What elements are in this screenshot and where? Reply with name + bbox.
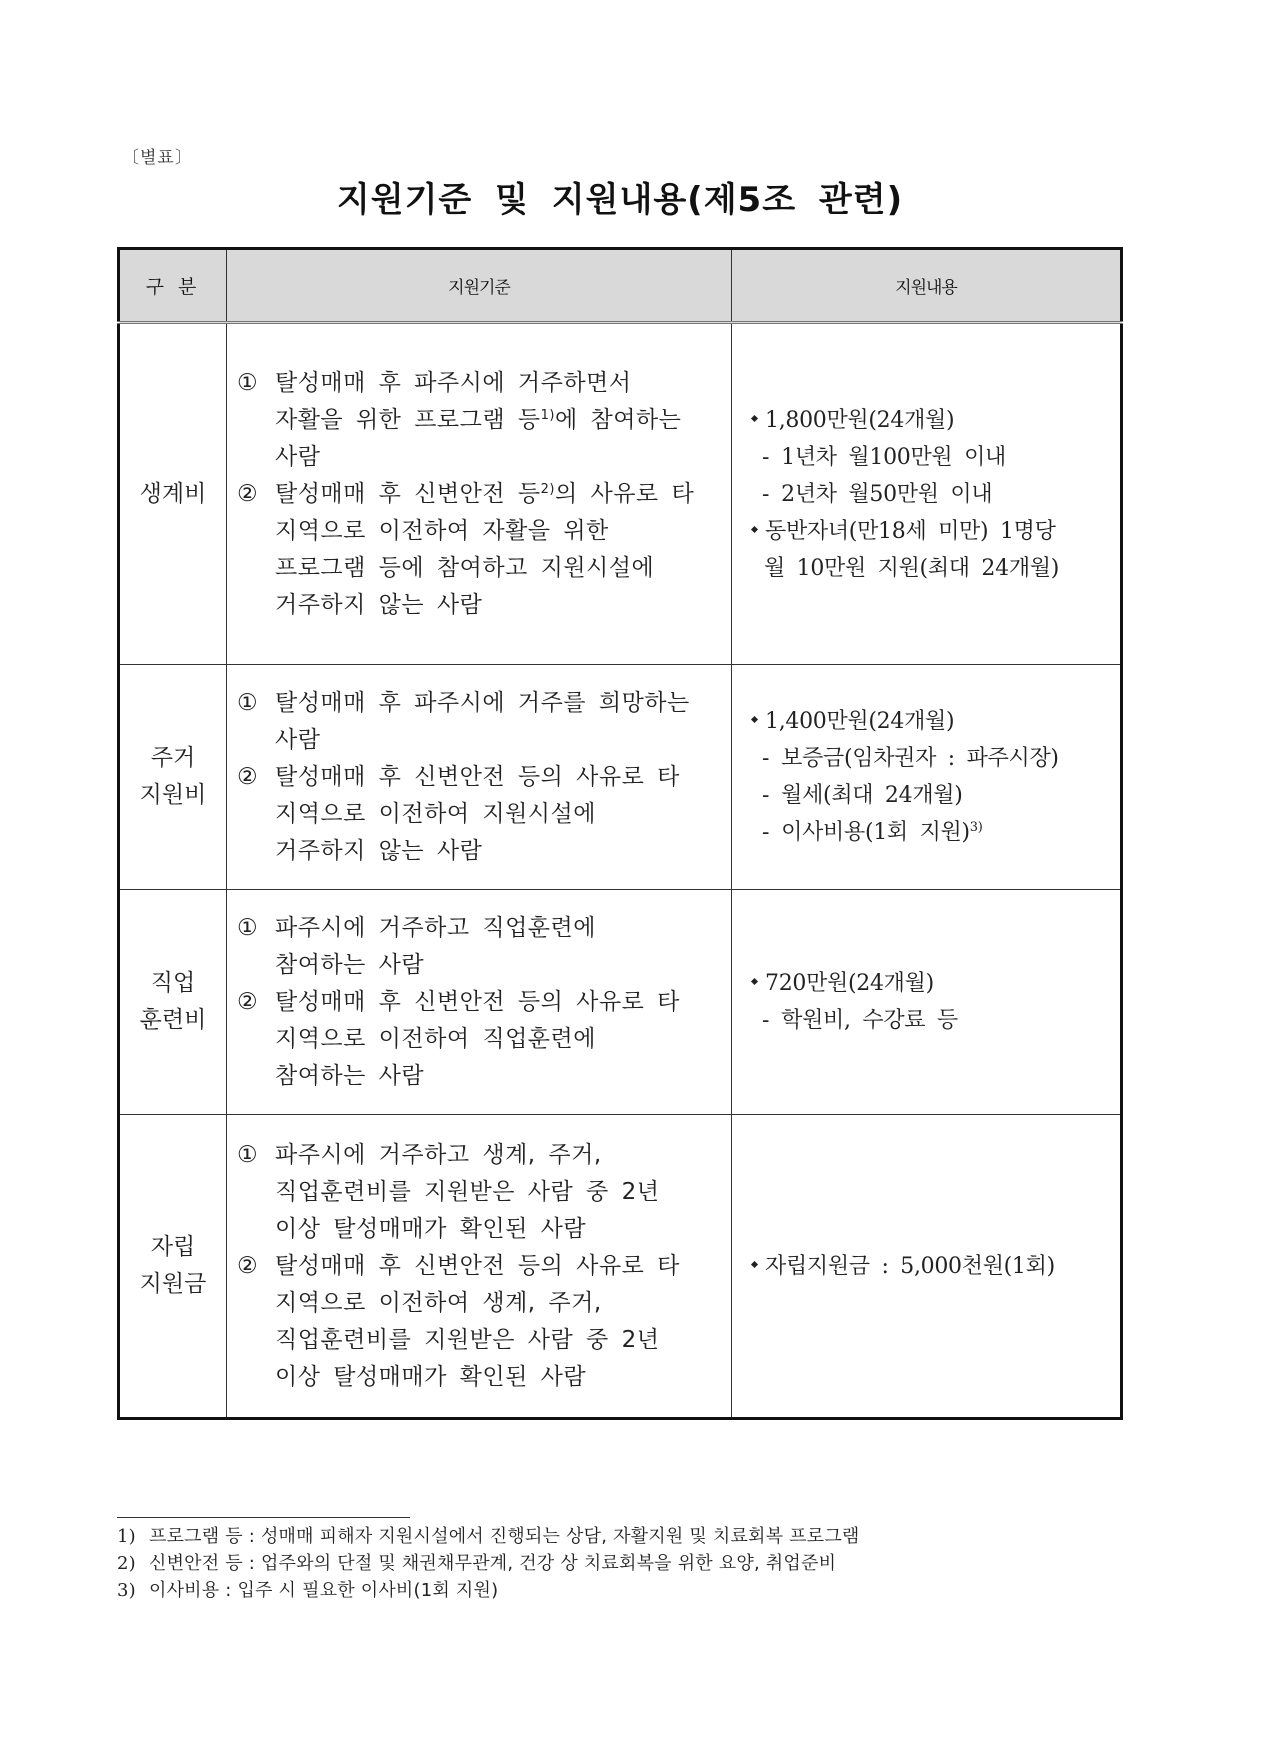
criteria-line: 지역으로 이전하여 직업훈련에	[275, 1025, 596, 1052]
header-criteria: 지원기준	[227, 249, 732, 323]
footnote-number: 1)	[117, 1526, 136, 1547]
footnote-2	[117, 1550, 860, 1577]
dash-icon: -	[762, 444, 770, 470]
footnote-3	[117, 1577, 860, 1604]
dash-icon: -	[762, 746, 770, 771]
criteria-line: 거주하지 않는 사람	[275, 591, 483, 618]
criteria-item	[237, 1137, 731, 1248]
table-row-living-expenses	[119, 323, 1122, 665]
criteria-number: ①	[237, 369, 259, 396]
footnote-ref-3: 3)	[969, 820, 983, 835]
category-label: 지원비	[139, 782, 207, 808]
content-sub	[750, 777, 1120, 814]
criteria-line: 탈성매매 후 신변안전 등의 사유로 타	[275, 1252, 680, 1279]
category-label: 훈련비	[139, 1007, 207, 1033]
category-cell	[119, 665, 227, 890]
criteria-number: ①	[237, 689, 259, 716]
category-cell	[119, 1115, 227, 1419]
criteria-line: 지역으로 이전하여 생계, 주거,	[275, 1289, 602, 1316]
footnote-text: 이사비용 : 입주 시 필요한 이사비(1회 지원)	[149, 1580, 499, 1601]
criteria-cell	[227, 890, 732, 1115]
criteria-line: 거주하지 않는 사람	[275, 837, 483, 864]
criteria-line: 사람	[275, 443, 321, 470]
criteria-cell	[227, 665, 732, 890]
criteria-line: 직업훈련비를 지원받은 사람 중 2년	[275, 1178, 660, 1205]
content-text: 보증금(임차권자 : 파주시장)	[781, 746, 1059, 771]
category-label: 지원금	[139, 1271, 207, 1297]
content-text: 동반자녀(만18세 미만) 1명당	[765, 518, 1056, 544]
content-text: 1,400만원(24개월)	[765, 709, 955, 734]
criteria-number: ②	[237, 763, 259, 790]
content-text: 720만원(24개월)	[765, 971, 934, 996]
diamond-bullet-icon	[751, 414, 758, 421]
category-label: 자립	[150, 1234, 196, 1260]
content-text: 1년차 월100만원 이내	[781, 444, 1006, 470]
content-text: 1,800만원(24개월)	[765, 407, 955, 433]
content-bullet	[750, 402, 1120, 439]
content-sub	[750, 439, 1120, 476]
page-title: 지원기준 및 지원내용(제5조 관련)	[336, 180, 904, 220]
criteria-number: ②	[237, 1252, 259, 1279]
criteria-text: 탈성매매 후 신변안전 등	[275, 480, 541, 507]
footnote-divider	[117, 1517, 410, 1518]
diamond-bullet-icon	[751, 978, 758, 985]
content-cell	[732, 323, 1122, 665]
criteria-text: 자활을 위한 프로그램 등	[275, 406, 541, 433]
diamond-bullet-icon	[751, 716, 758, 723]
criteria-line: 이상 탈성매매가 확인된 사람	[275, 1215, 587, 1242]
criteria-text: 에 참여하는	[554, 406, 682, 433]
criteria-number: ②	[237, 988, 259, 1015]
criteria-line: 사람	[275, 726, 321, 753]
content-text: 2년차 월50만원 이내	[781, 481, 993, 507]
diamond-bullet-icon	[751, 525, 758, 532]
criteria-item	[237, 910, 731, 984]
header-content: 지원내용	[732, 249, 1122, 323]
annex-label: 〔별표〕	[122, 148, 193, 168]
footnotes	[117, 1523, 860, 1604]
dash-icon: -	[762, 1008, 770, 1033]
criteria-line	[275, 402, 731, 439]
criteria-line: 탈성매매 후 파주시에 거주를 희망하는	[275, 689, 690, 716]
criteria-number: ②	[237, 480, 259, 507]
category-label: 주거	[150, 745, 196, 771]
content-sub	[750, 476, 1120, 513]
dash-icon: -	[762, 783, 770, 808]
diamond-bullet-icon	[751, 1260, 758, 1267]
table-row-housing-support	[119, 665, 1122, 890]
content-cell	[732, 665, 1122, 890]
table-row-independence-grant	[119, 1115, 1122, 1419]
content-continuation: 월 10만원 지원(최대 24개월)	[764, 555, 1060, 581]
criteria-line: 탈성매매 후 신변안전 등의 사유로 타	[275, 988, 680, 1015]
content-bullet	[750, 513, 1120, 550]
criteria-item	[237, 365, 731, 476]
criteria-line: 파주시에 거주하고 생계, 주거,	[275, 1141, 602, 1168]
criteria-line: 참여하는 사람	[275, 951, 425, 978]
category-cell	[119, 890, 227, 1115]
content-text: 월세(최대 24개월)	[781, 783, 963, 808]
criteria-line: 프로그램 등에 참여하고 지원시설에	[275, 554, 655, 581]
content-cell	[732, 1115, 1122, 1419]
content-bullet	[750, 1248, 1120, 1285]
criteria-line: 직업훈련비를 지원받은 사람 중 2년	[275, 1326, 660, 1353]
header-category: 구 분	[119, 249, 227, 323]
criteria-number: ①	[237, 1141, 259, 1168]
criteria-number: ①	[237, 914, 259, 941]
footnote-ref-2: 2)	[540, 481, 555, 497]
criteria-cell	[227, 323, 732, 665]
table-row-vocational-training	[119, 890, 1122, 1115]
content-sub	[750, 1002, 1120, 1039]
footnote-ref-1: 1)	[540, 407, 555, 423]
content-text: 자립지원금 : 5,000천원(1회)	[765, 1253, 1055, 1279]
dash-icon: -	[762, 820, 770, 845]
criteria-line: 참여하는 사람	[275, 1062, 425, 1089]
criteria-line: 파주시에 거주하고 직업훈련에	[275, 914, 596, 941]
criteria-item	[237, 984, 731, 1095]
content-text: 이사비용(1회 지원)	[781, 820, 970, 845]
criteria-line: 탈성매매 후 파주시에 거주하면서	[275, 369, 632, 396]
category-label: 직업	[150, 970, 196, 996]
category-cell	[119, 323, 227, 665]
dash-icon: -	[762, 481, 770, 507]
criteria-text: 의 사유로 타	[554, 480, 695, 507]
criteria-item	[237, 476, 731, 624]
criteria-item	[237, 1248, 731, 1396]
support-criteria-table	[117, 247, 1123, 1420]
content-sub	[750, 814, 1120, 851]
criteria-line: 지역으로 이전하여 자활을 위한	[275, 517, 609, 544]
content-sub	[750, 740, 1120, 777]
criteria-item	[237, 685, 731, 759]
criteria-line	[275, 476, 731, 513]
footnote-text: 프로그램 등 : 성매매 피해자 지원시설에서 진행되는 상담, 자활지원 및 치료회복 프로그램	[149, 1526, 860, 1547]
criteria-cell	[227, 1115, 732, 1419]
category-label: 생계비	[139, 480, 207, 507]
footnote-number: 3)	[117, 1580, 136, 1601]
content-cell	[732, 890, 1122, 1115]
criteria-line: 이상 탈성매매가 확인된 사람	[275, 1363, 587, 1390]
footnote-number: 2)	[117, 1553, 136, 1574]
criteria-line: 탈성매매 후 신변안전 등의 사유로 타	[275, 763, 680, 790]
footnote-1	[117, 1523, 860, 1550]
footnote-text: 신변안전 등 : 업주와의 단절 및 채권채무관계, 건강 상 치료회복을 위한 요양, 취업준비	[149, 1553, 837, 1574]
content-bullet	[750, 965, 1120, 1002]
content-bullet	[750, 703, 1120, 740]
table-header-row	[119, 249, 1122, 323]
criteria-line: 지역으로 이전하여 지원시설에	[275, 800, 596, 827]
criteria-item	[237, 759, 731, 870]
content-text: 학원비, 수강료 등	[781, 1008, 958, 1033]
